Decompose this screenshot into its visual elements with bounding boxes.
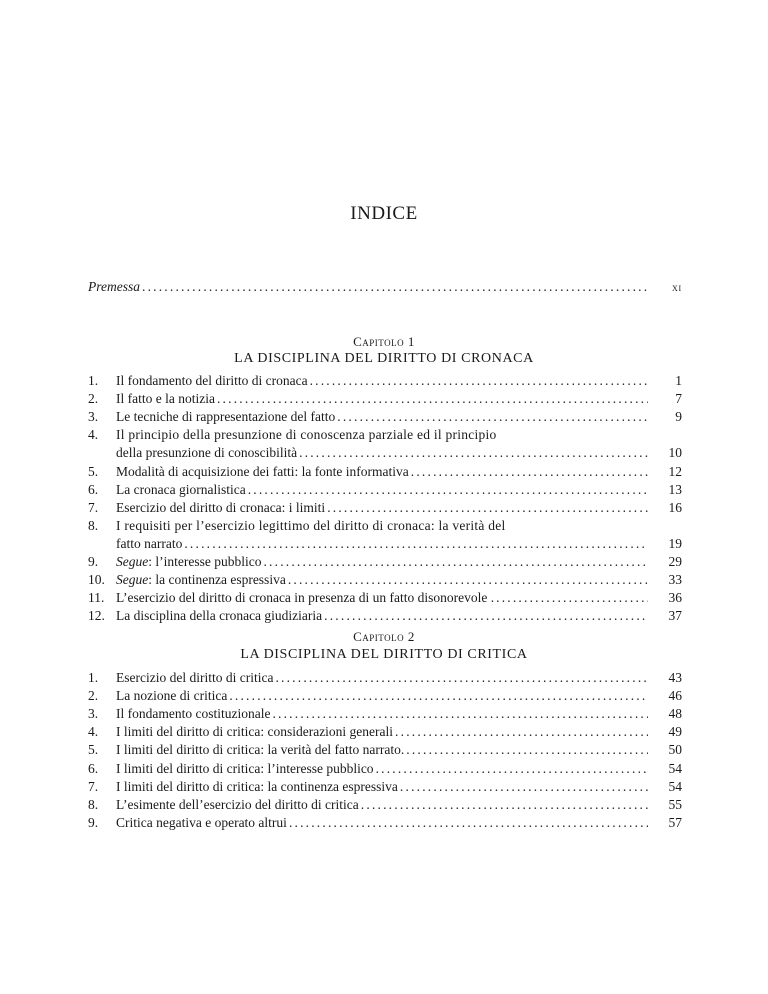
section-number: 7. [88,499,99,515]
toc-line [88,796,682,814]
toc-line [88,517,682,535]
entry-title: Il fondamento del diritto di cronaca ..... [116,372,650,390]
chapter-label: Capitolo 1 [353,334,415,349]
page-number: 43 [668,670,682,685]
entry-title: I requisiti per l’esercizio legittimo del diritto di cronaca: la verità del [116,517,506,533]
toc-line [88,535,682,553]
section-number: 2. [88,688,99,704]
entry-title: Critica negativa e operato altrui ..... [116,814,650,832]
toc-line [88,481,682,499]
leader-dots [288,571,648,589]
leader-dots [275,669,648,687]
page-number: 16 [668,499,682,515]
toc-line [88,499,682,517]
page-number: 46 [668,688,682,704]
entry-title: Esercizio del diritto di critica ..... [116,669,650,687]
leader-dots [361,796,648,814]
entry-title: Il fatto e la notizia ..... [116,390,650,408]
leader-dots [496,589,648,607]
entry-title: L’esercizio del diritto di cronaca in presenza di un fatto disonorevole . ..... [116,589,650,607]
page-number: 10 [668,445,682,461]
leader-dots [263,553,648,571]
entry-title: fatto narrato ..... [116,535,650,553]
entry-title: Le tecniche di rappresentazione del fatto ..... [116,408,650,426]
page-number: 19 [668,535,682,551]
page-number: 1 [675,373,682,388]
entry-title: Premessa ..... [88,278,650,296]
section-number: 11. [88,590,105,606]
leader-dots [184,535,648,553]
page-number: 48 [668,706,682,722]
entry-title: La cronaca giornalistica ..... [116,481,650,499]
section-number: 6. [88,481,99,497]
leader-dots [289,814,648,832]
toc-line [88,741,682,759]
toc-line [88,463,682,481]
leader-dots [376,760,648,778]
toc-line [88,687,682,705]
leader-dots [395,723,648,741]
page-number: 33 [668,572,682,588]
page-title: INDICE [350,203,418,224]
entry-title: La nozione di critica ..... [116,687,650,705]
leader-dots [411,463,648,481]
toc-line [88,705,682,723]
section-number: 1. [88,670,99,685]
leader-dots [400,778,648,796]
section-number: 6. [88,760,99,776]
leader-dots [142,278,648,296]
entry-title: I limiti del diritto di critica: la verità del fatto narrato. ..... [116,741,650,759]
entry-title: Il fondamento costituzionale ..... [116,705,650,723]
section-number: 8. [88,796,99,812]
toc-line [88,571,682,589]
page-number: 36 [668,590,682,606]
toc-line [88,814,682,832]
section-number: 7. [88,778,99,794]
toc-line [88,553,682,571]
entry-title: La disciplina della cronaca giudiziaria ..... [116,607,650,625]
entry-title: Esercizio del diritto di cronaca: i limiti ..... [116,499,650,517]
page-number: 7 [675,391,682,407]
section-number: 9. [88,814,99,830]
leader-dots [337,408,648,426]
entry-title: Il principio della presunzione di conoscenza parziale ed il principio [116,427,497,443]
leader-dots [217,390,648,408]
chapter-title: LA DISCIPLINA DEL DIRITTO DI CRITICA [240,647,528,662]
toc-line [88,408,682,426]
entry-title: I limiti del diritto di critica: la continenza espressiva ..... [116,778,650,796]
section-number: 10. [88,572,105,588]
leader-dots [327,499,648,517]
leader-dots [229,687,648,705]
page-number: 55 [668,796,682,812]
page-number: 37 [668,608,682,624]
page-number: 57 [668,814,682,830]
section-number: 8. [88,517,99,533]
leader-dots [310,372,648,390]
section-number: 2. [88,391,99,407]
toc-line [88,778,682,796]
page-number: 12 [668,463,682,479]
entry-title: I limiti del diritto di critica: considerazioni generali ..... [116,723,650,741]
page-number: xi [671,280,682,294]
chapter-title: LA DISCIPLINA DEL DIRITTO DI CRONACA [234,351,534,366]
toc-line [88,723,682,741]
section-number: 12. [88,608,105,624]
entry-title: Segue: la continenza espressiva ..... [116,571,650,589]
toc-line [88,426,682,444]
page-number: 50 [668,742,682,758]
toc-line [88,669,682,687]
toc-line [88,760,682,778]
page-number: 29 [668,554,682,569]
entry-title: Modalità di acquisizione dei fatti: la fonte informativa ..... [116,463,650,481]
toc-line [88,607,682,625]
leader-dots [324,607,648,625]
leader-dots [272,705,648,723]
toc-line [88,390,682,408]
leader-dots [299,444,648,462]
page-number: 9 [675,409,682,425]
page-number: 54 [668,760,682,776]
toc-line [88,444,682,462]
section-number: 1. [88,373,99,388]
section-number: 5. [88,463,99,479]
entry-title: Segue: l’interesse pubblico ..... [116,553,650,571]
entry-title: I limiti del diritto di critica: l’interesse pubblico ..... [116,760,650,778]
section-number: 4. [88,724,99,740]
section-number: 3. [88,409,99,425]
toc-line [88,589,682,607]
section-number: 9. [88,554,99,569]
section-number: 4. [88,427,99,443]
toc-line [88,278,682,296]
chapter-label: Capitolo 2 [353,629,415,644]
toc-line [88,372,682,390]
page-number: 49 [668,724,682,740]
entry-title: L’esimente dell’esercizio del diritto di critica ..... [116,796,650,814]
section-number: 3. [88,706,99,722]
section-number: 5. [88,742,99,758]
page-number: 54 [668,778,682,794]
leader-dots [248,481,648,499]
page-number: 13 [668,481,682,497]
entry-title: della presunzione di conoscibilità ..... [116,444,650,462]
leader-dots [406,741,648,759]
